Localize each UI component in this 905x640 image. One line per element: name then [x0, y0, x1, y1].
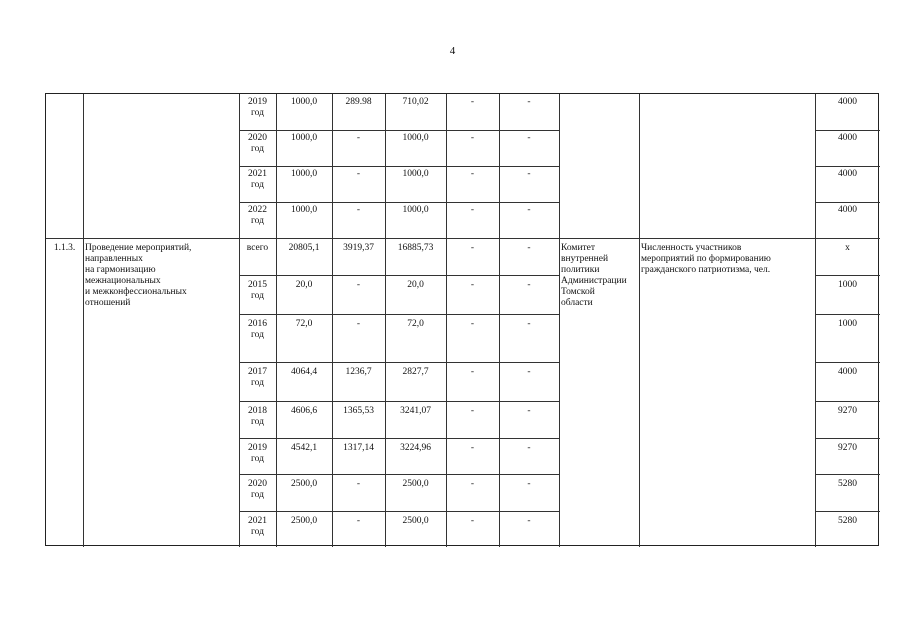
cell-loc: -	[470, 169, 475, 179]
cell-year: 2015 год	[248, 280, 267, 301]
table-horizontal-line	[239, 474, 559, 475]
cell-target: 9270	[838, 406, 857, 416]
table-horizontal-line	[46, 238, 880, 239]
cell-fed: -	[356, 516, 361, 526]
cell-target: 4000	[838, 205, 857, 215]
item-description: Проведение мероприятий, направленных на гармонизацию межнациональных и межконфессиональных отношений	[85, 243, 192, 308]
table-horizontal-line	[239, 314, 559, 315]
cell-other: -	[527, 280, 531, 290]
table-vertical-line	[446, 94, 447, 547]
cell-other: -	[527, 406, 531, 416]
cell-fed: -	[356, 205, 361, 215]
cell-reg: 1000,0	[402, 169, 429, 179]
cell-target: 9270	[838, 443, 857, 453]
cell-target: 5280	[838, 479, 857, 489]
cell-year: 2021 год	[248, 516, 267, 537]
cell-year: 2016 год	[248, 319, 267, 340]
cell-target: 1000	[838, 280, 857, 290]
cell-other: -	[527, 169, 531, 179]
cell-reg: 2500,0	[402, 479, 429, 489]
cell-other: -	[527, 243, 531, 253]
cell-total: 4064,4	[290, 367, 318, 377]
table-vertical-line	[815, 94, 816, 547]
table-vertical-line	[276, 94, 277, 547]
cell-total: 4606,6	[290, 406, 318, 416]
cell-year: всего	[246, 243, 269, 253]
cell-target: 4000	[838, 97, 857, 107]
cell-loc: -	[470, 516, 475, 526]
table-horizontal-line	[815, 362, 880, 363]
cell-loc: -	[470, 367, 475, 377]
table-horizontal-line	[815, 166, 880, 167]
table-vertical-line	[499, 94, 500, 547]
table-horizontal-line	[239, 401, 559, 402]
program-table	[45, 93, 879, 546]
cell-loc: -	[470, 280, 475, 290]
cell-reg: 710,02	[402, 97, 429, 107]
cell-target: х	[845, 243, 850, 253]
cell-target: 5280	[838, 516, 857, 526]
table-horizontal-line	[815, 401, 880, 402]
table-horizontal-line	[815, 314, 880, 315]
cell-reg: 1000,0	[402, 133, 429, 143]
cell-reg: 2500,0	[402, 516, 429, 526]
cell-other: -	[527, 133, 531, 143]
item-number: 1.1.3.	[53, 243, 76, 253]
cell-loc: -	[470, 319, 475, 329]
table-horizontal-line	[239, 275, 559, 276]
table-horizontal-line	[815, 130, 880, 131]
cell-other: -	[527, 97, 531, 107]
cell-target: 4000	[838, 133, 857, 143]
cell-reg: 3241,07	[400, 406, 431, 416]
item-indicator: Численность участников мероприятий по формированию гражданского патриотизма, чел.	[641, 243, 771, 275]
cell-fed: -	[356, 280, 361, 290]
cell-target: 4000	[838, 169, 857, 179]
cell-year: 2022 год	[248, 205, 267, 226]
cell-loc: -	[470, 479, 475, 489]
cell-target: 1000	[838, 319, 857, 329]
table-vertical-line	[559, 94, 560, 547]
cell-total: 1000,0	[290, 169, 318, 179]
cell-other: -	[527, 319, 531, 329]
table-horizontal-line	[239, 130, 559, 131]
cell-fed: 289.98	[345, 97, 372, 107]
table-vertical-line	[332, 94, 333, 547]
cell-fed: -	[356, 479, 361, 489]
cell-reg: 1000,0	[402, 205, 429, 215]
cell-other: -	[527, 443, 531, 453]
cell-other: -	[527, 479, 531, 489]
table-horizontal-line	[239, 511, 559, 512]
table-horizontal-line	[815, 511, 880, 512]
cell-reg: 16885,73	[397, 243, 434, 253]
cell-total: 2500,0	[290, 516, 318, 526]
cell-year: 2020 год	[248, 133, 267, 154]
table-horizontal-line	[815, 474, 880, 475]
cell-year: 2017 год	[248, 367, 267, 388]
cell-reg: 3224,96	[400, 443, 431, 453]
cell-loc: -	[470, 443, 475, 453]
cell-year: 2019 год	[248, 443, 267, 464]
table-horizontal-line	[815, 438, 880, 439]
cell-total: 4542,1	[290, 443, 318, 453]
cell-fed: 1236,7	[345, 367, 372, 377]
cell-loc: -	[470, 243, 475, 253]
cell-total: 1000,0	[290, 97, 318, 107]
cell-reg: 2827,7	[402, 367, 429, 377]
cell-total: 1000,0	[290, 205, 318, 215]
cell-fed: -	[356, 169, 361, 179]
table-vertical-line	[83, 94, 84, 547]
cell-fed: -	[356, 319, 361, 329]
table-horizontal-line	[239, 202, 559, 203]
table-vertical-line	[239, 94, 240, 547]
table-horizontal-line	[239, 166, 559, 167]
cell-total: 20,0	[295, 280, 313, 290]
cell-other: -	[527, 205, 531, 215]
table-horizontal-line	[815, 275, 880, 276]
cell-fed: -	[356, 133, 361, 143]
cell-loc: -	[470, 406, 475, 416]
table-horizontal-line	[239, 362, 559, 363]
item-executor: Комитет внутренней политики Администрации Томской области	[561, 243, 627, 308]
cell-other: -	[527, 367, 531, 377]
table-horizontal-line	[815, 202, 880, 203]
cell-fed: 3919,37	[343, 243, 374, 253]
cell-loc: -	[470, 133, 475, 143]
cell-target: 4000	[838, 367, 857, 377]
cell-year: 2021 год	[248, 169, 267, 190]
cell-total: 72,0	[295, 319, 313, 329]
table-vertical-line	[385, 94, 386, 547]
cell-fed: 1365,53	[343, 406, 374, 416]
cell-total: 1000,0	[290, 133, 318, 143]
cell-fed: 1317,14	[343, 443, 374, 453]
cell-reg: 72,0	[407, 319, 424, 329]
cell-total: 20805,1	[288, 243, 320, 253]
cell-loc: -	[470, 97, 475, 107]
table-horizontal-line	[239, 438, 559, 439]
cell-reg: 20,0	[407, 280, 424, 290]
cell-other: -	[527, 516, 531, 526]
cell-year: 2019 год	[248, 97, 267, 118]
cell-loc: -	[470, 205, 475, 215]
page-number: 4	[449, 45, 456, 57]
cell-year: 2018 год	[248, 406, 267, 427]
table-vertical-line	[639, 94, 640, 547]
cell-year: 2020 год	[248, 479, 267, 500]
cell-total: 2500,0	[290, 479, 318, 489]
